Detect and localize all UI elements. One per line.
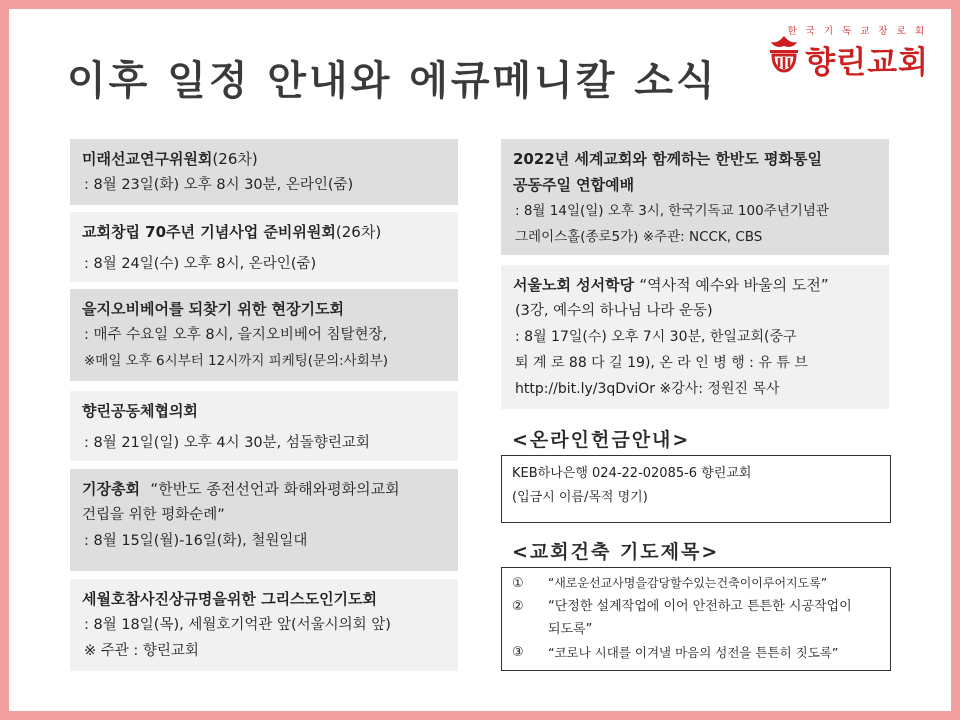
prayer-number: ② [512,599,524,614]
online-offering-heading: <온라인헌금안내> [512,429,691,451]
prayer-number: ③ [512,645,524,660]
schedule-head: 세월호참사진상규명을위한 그리스도인기도회 [82,590,378,608]
schedule-detail: ※매일 오후 6시부터 12시까지 피케팅(문의:사회부) [84,353,389,369]
offering-account: KEB하나은행 024-22-02085-6 향린교회 [512,466,752,481]
schedule-head: 서울노회 성서학당 “역사적 예수와 바울의 도전” [513,276,829,294]
schedule-box-community-council [70,391,458,461]
schedule-detail: ※ 주관 : 향린교회 [84,643,199,659]
prayer-number: ① [512,576,524,591]
schedule-box-mission-committee [70,139,458,205]
schedule-head: 미래선교연구위원회(26차) [82,150,258,168]
building-prayer-heading: <교회건축 기도제목> [512,541,720,563]
prayer-item-continued [512,618,880,641]
schedule-head: 공동주일 연합예배 [513,176,635,194]
schedule-head: 을지오비베어를 되찾기 위한 현장기도회 [82,300,344,318]
schedule-head: 교회창립 70주년 기념사업 준비위원회(26차) [82,223,382,241]
building-prayer-box [501,567,891,671]
schedule-box-general-assembly [70,469,458,571]
prayer-text: “단정한 설계작업에 이어 안전하고 튼튼한 시공작업이 [548,599,852,614]
schedule-detail: : 8월 17일(수) 오후 7시 30분, 한일교회(중구 [515,329,797,345]
schedule-box-70th-anniversary [70,212,458,282]
schedule-detail: 퇴 계 로 88 다 길 19), 온 라 인 병 행 : 유 튜 브 [515,355,808,371]
prayer-text: “새로운선교사명을감당할수있는건축이이루어지도록” [548,576,828,590]
schedule-detail: 그레이스홀(종로5가) ※주관: NCCK, CBS [515,229,763,245]
schedule-box-euljiobbeer-prayer [70,289,458,381]
page-title: 이후 일정 안내와 에큐메니칼 소식 [67,58,718,104]
prayer-text: “코로나 시대를 이겨낼 마음의 성전을 튼튼히 짓도록” [548,645,839,660]
prayer-item [512,595,880,618]
prayer-item [512,641,880,664]
schedule-head: 향린공동체협의회 [82,402,198,420]
logo-name: 향린교회 [805,45,929,81]
schedule-detail: : 8월 14일(일) 오후 3시, 한국기독교 100주년기념관 [515,203,829,219]
church-logo [765,21,933,83]
schedule-detail: : 8월 18일(목), 세월호기억관 앞(서울시의회 앞) [84,617,391,633]
schedule-box-bible-school [501,265,889,409]
offering-note: (입금시 이름/목적 명기) [512,490,648,505]
slide [9,9,951,711]
logo-subtitle: 한 국 기 독 교 장 로 회 [787,26,927,37]
schedule-detail: : 8월 23일(화) 오후 8시 30분, 온라인(줌) [84,177,354,193]
schedule-detail: : 매주 수요일 오후 8시, 을지오비베어 침탈현장, [84,327,388,343]
schedule-head: 기장총회 “한반도 종전선언과 화해와평화의교회 [82,480,400,498]
schedule-link: http://bit.ly/3qDviOr ※강사: 정원진 목사 [515,381,780,397]
schedule-box-sewol-prayer [70,579,458,671]
schedule-quote-continued: 건립을 위한 평화순례” [82,507,225,523]
schedule-detail: : 8월 24일(수) 오후 8시, 온라인(줌) [84,256,317,272]
schedule-head: 2022년 세계교회와 함께하는 한반도 평화통일 [513,150,822,168]
schedule-box-peace-worship [501,139,889,255]
schedule-detail: : 8월 21일(일) 오후 4시 30분, 섬돌향린교회 [84,435,370,451]
online-offering-box [501,455,891,523]
prayer-item [512,572,880,595]
prayer-text: 되도록” [548,622,593,637]
schedule-detail: : 8월 15일(월)-16일(화), 철원일대 [84,533,308,549]
schedule-detail: (3강, 예수의 하나님 나라 운동) [515,303,713,319]
hyangrin-emblem-icon [767,34,801,74]
